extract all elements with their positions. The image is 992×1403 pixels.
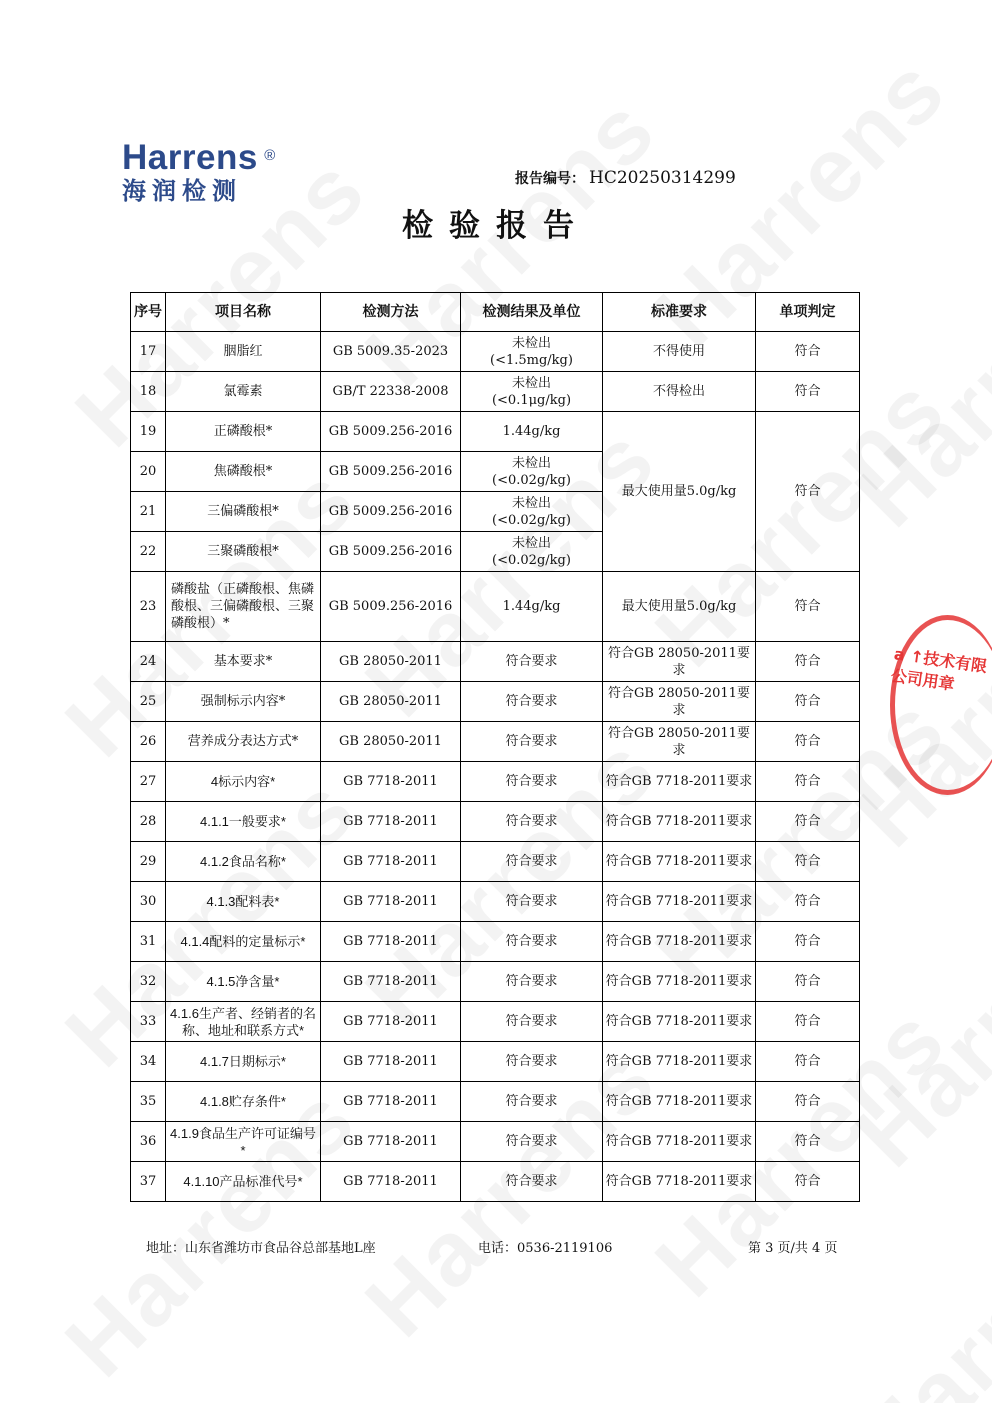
cell-method: GB 7718-2011 (321, 1082, 461, 1122)
cell-requirement (603, 962, 756, 1002)
cell-requirement-line: 不得检出 (652, 384, 705, 399)
cell-requirement (603, 1082, 756, 1122)
cell-result (461, 372, 603, 412)
header-method: 检测方法 (321, 293, 461, 332)
cell-no: 36 (131, 1122, 166, 1162)
table-row (131, 1002, 860, 1042)
cell-result-line: 符合要求 (505, 934, 558, 949)
cell-item: 胭脂红 (166, 332, 321, 372)
cell-result-line: 未检出 (511, 495, 551, 511)
cell-requirement (603, 642, 756, 682)
cell-requirement-line: 不得使用 (652, 344, 705, 359)
cell-method: GB 28050-2011 (321, 722, 461, 762)
cell-item: 营养成分表达方式* (166, 722, 321, 762)
cell-no: 25 (131, 682, 166, 722)
cell-verdict: 符合 (756, 922, 860, 962)
cell-item: 强制标示内容* (166, 682, 321, 722)
report-number (515, 168, 736, 188)
table-row (131, 802, 860, 842)
cell-no: 18 (131, 372, 166, 412)
cell-verdict: 符合 (756, 1122, 860, 1162)
cell-method: GB 5009.256-2016 (321, 412, 461, 452)
cell-result-line: 1.44g/kg (502, 424, 561, 439)
cell-method: GB 7718-2011 (321, 762, 461, 802)
cell-method: GB/T 22338-2008 (321, 372, 461, 412)
cell-item: 三偏磷酸根* (166, 492, 321, 532)
watermark-text (836, 1167, 992, 1403)
cell-no: 30 (131, 882, 166, 922)
cell-no: 26 (131, 722, 166, 762)
cell-method: GB 7718-2011 (321, 962, 461, 1002)
cell-result (461, 642, 603, 682)
cell-no: 28 (131, 802, 166, 842)
cell-requirement-line: 符合GB 28050-2011要 (608, 685, 750, 701)
cell-item: 磷酸盐（正磷酸根、焦磷酸根、三偏磷酸根、三聚磷酸根）* (166, 572, 321, 642)
cell-method: GB 7718-2011 (321, 882, 461, 922)
cell-item: 氯霉素 (166, 372, 321, 412)
logo-english: Harrens ® (122, 138, 276, 177)
table-row (131, 642, 860, 682)
header-no: 序号 (131, 293, 166, 332)
cell-verdict: 符合 (756, 642, 860, 682)
cell-result-line: 1.44g/kg (502, 599, 561, 614)
cell-result-line: 符合要求 (505, 1014, 558, 1029)
logo-chinese: 海润检测 (122, 177, 242, 205)
registered-mark: ® (264, 147, 276, 164)
footer-page-number: 第 3 页/共 4 页 (748, 1241, 838, 1256)
cell-result (461, 762, 603, 802)
cell-result (461, 492, 603, 532)
cell-verdict: 符合 (756, 882, 860, 922)
cell-result-line: 未检出 (511, 335, 551, 351)
cell-method: GB 28050-2011 (321, 682, 461, 722)
table-row (131, 332, 860, 372)
cell-method: GB 7718-2011 (321, 1122, 461, 1162)
table-row (131, 962, 860, 1002)
cell-requirement (603, 1162, 756, 1202)
cell-requirement: 最大使用量5.0g/kg (603, 412, 756, 572)
cell-method: GB 7718-2011 (321, 802, 461, 842)
cell-no: 31 (131, 922, 166, 962)
inspection-table (130, 292, 860, 1202)
cell-requirement-line: 求 (672, 662, 686, 678)
cell-method: GB 7718-2011 (321, 1002, 461, 1042)
cell-method: GB 5009.256-2016 (321, 572, 461, 642)
cell-result (461, 412, 603, 452)
cell-method: GB 5009.35-2023 (321, 332, 461, 372)
cell-result (461, 722, 603, 762)
cell-verdict: 符合 (756, 412, 860, 572)
cell-result (461, 802, 603, 842)
cell-result-line: 符合要求 (505, 1054, 558, 1069)
cell-requirement-line: 最大使用量5.0g/kg (621, 599, 737, 614)
seal-text: a ↑技术有限公司用章 (889, 644, 989, 694)
cell-item: 4.1.2食品名称* (166, 842, 321, 882)
cell-item: 4.1.1一般要求* (166, 802, 321, 842)
cell-requirement-line: 符合GB 7718-2011要求 (605, 974, 753, 989)
cell-item: 4.1.9食品生产许可证编号* (166, 1122, 321, 1162)
cell-result-line: 符合要求 (505, 854, 558, 869)
cell-no: 35 (131, 1082, 166, 1122)
table-row (131, 922, 860, 962)
cell-method: GB 7718-2011 (321, 922, 461, 962)
cell-verdict: 符合 (756, 572, 860, 642)
cell-verdict: 符合 (756, 722, 860, 762)
cell-item: 4.1.5净含量* (166, 962, 321, 1002)
cell-result (461, 922, 603, 962)
cell-requirement (603, 332, 756, 372)
cell-result-line: 未检出 (511, 535, 551, 551)
cell-result-line: 符合要求 (505, 894, 558, 909)
cell-result-line: 符合要求 (505, 774, 558, 789)
header-requirement: 标准要求 (603, 293, 756, 332)
cell-result-line: 符合要求 (505, 1134, 558, 1149)
cell-requirement-line: 符合GB 7718-2011要求 (605, 854, 753, 869)
cell-result-line: (<0.02g/kg) (492, 512, 571, 528)
cell-result (461, 532, 603, 572)
cell-method: GB 5009.256-2016 (321, 452, 461, 492)
table-row (131, 1082, 860, 1122)
cell-no: 21 (131, 492, 166, 532)
cell-requirement (603, 922, 756, 962)
cell-no: 22 (131, 532, 166, 572)
header-result: 检测结果及单位 (461, 293, 603, 332)
cell-requirement (603, 722, 756, 762)
cell-result-line: 未检出 (511, 375, 551, 391)
table-row (131, 682, 860, 722)
cell-result (461, 682, 603, 722)
cell-result-line: 符合要求 (505, 814, 558, 829)
cell-result (461, 1162, 603, 1202)
cell-no: 17 (131, 332, 166, 372)
cell-item: 4.1.3配料表* (166, 882, 321, 922)
table-row (131, 1042, 860, 1082)
cell-verdict: 符合 (756, 842, 860, 882)
cell-verdict: 符合 (756, 962, 860, 1002)
cell-verdict: 符合 (756, 762, 860, 802)
cell-requirement-line: 符合GB 28050-2011要 (608, 645, 750, 661)
cell-method: GB 7718-2011 (321, 1162, 461, 1202)
cell-result-line: 未检出 (511, 455, 551, 471)
footer-address: 地址：山东省潍坊市食品谷总部基地L座 (146, 1241, 376, 1256)
table-row (131, 882, 860, 922)
cell-result (461, 1002, 603, 1042)
cell-requirement (603, 842, 756, 882)
table-row (131, 372, 860, 412)
footer-phone: 电话：0536-2119106 (478, 1241, 613, 1256)
cell-verdict: 符合 (756, 1042, 860, 1082)
cell-verdict: 符合 (756, 802, 860, 842)
cell-requirement-line: 符合GB 7718-2011要求 (605, 934, 753, 949)
cell-item: 4.1.6生产者、经销者的名称、地址和联系方式* (166, 1002, 321, 1042)
cell-requirement-line: 符合GB 7718-2011要求 (605, 1134, 753, 1149)
cell-no: 24 (131, 642, 166, 682)
cell-result-line: (<0.1μg/kg) (491, 392, 572, 408)
cell-no: 32 (131, 962, 166, 1002)
cell-no: 20 (131, 452, 166, 492)
cell-method: GB 28050-2011 (321, 642, 461, 682)
cell-result (461, 332, 603, 372)
cell-requirement-line: 符合GB 7718-2011要求 (605, 1174, 753, 1189)
cell-verdict: 符合 (756, 682, 860, 722)
cell-result-line: 符合要求 (505, 654, 558, 669)
cell-result (461, 842, 603, 882)
table-row (131, 842, 860, 882)
cell-verdict: 符合 (756, 332, 860, 372)
cell-result-line: 符合要求 (505, 1094, 558, 1109)
cell-result-line: 符合要求 (505, 694, 558, 709)
cell-no: 33 (131, 1002, 166, 1042)
cell-item: 焦磷酸根* (166, 452, 321, 492)
cell-verdict: 符合 (756, 1002, 860, 1042)
cell-requirement-line: 符合GB 7718-2011要求 (605, 774, 753, 789)
cell-no: 37 (131, 1162, 166, 1202)
header-verdict: 单项判定 (756, 293, 860, 332)
cell-verdict: 符合 (756, 1162, 860, 1202)
cell-requirement-line: 求 (672, 702, 686, 718)
table-row (131, 762, 860, 802)
cell-requirement (603, 572, 756, 642)
cell-requirement-line: 符合GB 28050-2011要 (608, 725, 750, 741)
cell-item: 三聚磷酸根* (166, 532, 321, 572)
cell-result-line: (<0.02g/kg) (492, 552, 571, 568)
cell-requirement (603, 1122, 756, 1162)
cell-result (461, 962, 603, 1002)
cell-result-line: (<0.02g/kg) (492, 472, 571, 488)
cell-requirement-line: 符合GB 7718-2011要求 (605, 814, 753, 829)
cell-requirement (603, 1002, 756, 1042)
company-logo (122, 138, 276, 206)
cell-item: 4标示内容* (166, 762, 321, 802)
cell-no: 27 (131, 762, 166, 802)
table-row (131, 412, 860, 452)
cell-no: 19 (131, 412, 166, 452)
cell-result-line: (<1.5mg/kg) (490, 352, 573, 368)
cell-requirement-line: 求 (672, 742, 686, 758)
cell-requirement (603, 802, 756, 842)
cell-no: 23 (131, 572, 166, 642)
cell-requirement-line: 符合GB 7718-2011要求 (605, 1054, 753, 1069)
cell-item: 基本要求* (166, 642, 321, 682)
cell-requirement (603, 1042, 756, 1082)
cell-method: GB 5009.256-2016 (321, 492, 461, 532)
cell-verdict: 符合 (756, 1082, 860, 1122)
company-seal (890, 615, 992, 795)
cell-no: 29 (131, 842, 166, 882)
cell-requirement (603, 372, 756, 412)
cell-requirement-line: 符合GB 7718-2011要求 (605, 1014, 753, 1029)
cell-item: 4.1.8贮存条件* (166, 1082, 321, 1122)
cell-result-line: 符合要求 (505, 1174, 558, 1189)
cell-result-line: 符合要求 (505, 734, 558, 749)
cell-no: 34 (131, 1042, 166, 1082)
cell-verdict: 符合 (756, 372, 860, 412)
table-row (131, 572, 860, 642)
cell-requirement (603, 682, 756, 722)
cell-result (461, 1082, 603, 1122)
cell-method: GB 7718-2011 (321, 842, 461, 882)
page-title: 检验报告 (402, 208, 590, 244)
cell-item: 4.1.10产品标准代号* (166, 1162, 321, 1202)
cell-requirement (603, 762, 756, 802)
cell-method: GB 5009.256-2016 (321, 532, 461, 572)
cell-item: 4.1.7日期标示* (166, 1042, 321, 1082)
report-number-label: 报告编号： (515, 171, 585, 187)
cell-requirement-line: 符合GB 7718-2011要求 (605, 1094, 753, 1109)
table-row (131, 1162, 860, 1202)
cell-result (461, 572, 603, 642)
cell-requirement (603, 882, 756, 922)
cell-result-line: 符合要求 (505, 974, 558, 989)
table-row (131, 1122, 860, 1162)
cell-requirement-line: 符合GB 7718-2011要求 (605, 894, 753, 909)
table-header-row (131, 293, 860, 332)
cell-result (461, 1122, 603, 1162)
table-row (131, 722, 860, 762)
cell-result (461, 1042, 603, 1082)
cell-result (461, 882, 603, 922)
header-item: 项目名称 (166, 293, 321, 332)
cell-item: 4.1.4配料的定量标示* (166, 922, 321, 962)
cell-result (461, 452, 603, 492)
cell-item: 正磷酸根* (166, 412, 321, 452)
report-number-value: HC20250314299 (589, 168, 736, 188)
cell-method: GB 7718-2011 (321, 1042, 461, 1082)
